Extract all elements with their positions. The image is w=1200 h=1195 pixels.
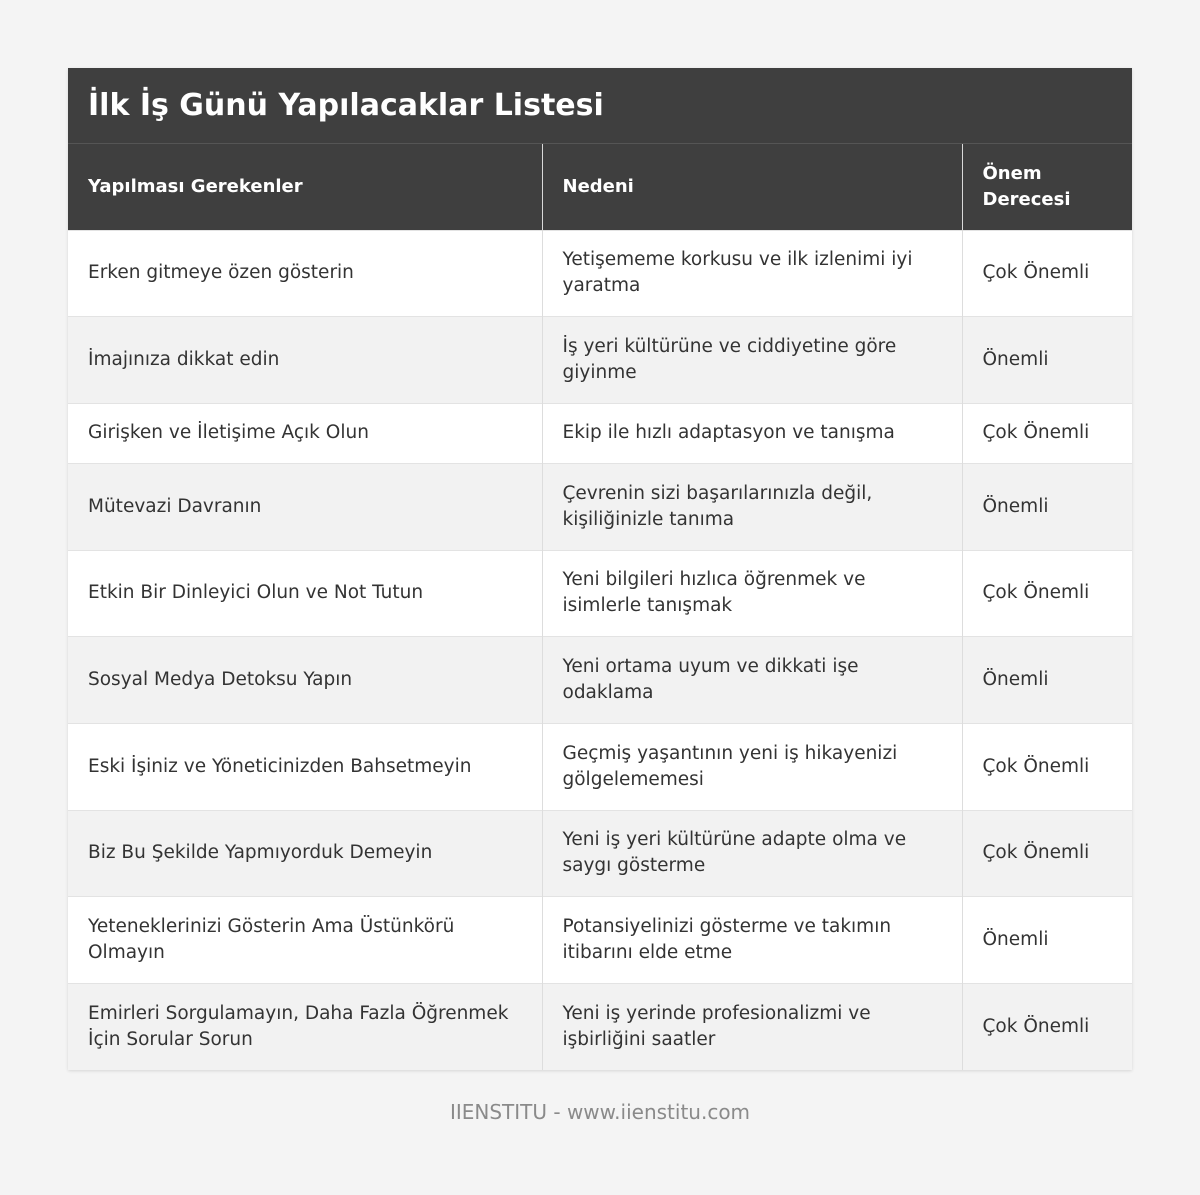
importance-cell: Önemli xyxy=(962,463,1132,550)
table-row xyxy=(68,984,1132,1071)
reason-cell: Yeni bilgileri hızlıca öğrenmek ve isimlerle tanışmak xyxy=(542,550,962,637)
reason-cell: Ekip ile hızlı adaptasyon ve tanışma xyxy=(542,403,962,463)
importance-cell: Çok Önemli xyxy=(962,810,1132,897)
importance-cell: Önemli xyxy=(962,637,1132,724)
footer-credit: IIENSTITU - www.iienstitu.com xyxy=(449,1100,751,1124)
importance-cell: Önemli xyxy=(962,317,1132,404)
task-cell: Mütevazi Davranın xyxy=(68,463,542,550)
checklist-card xyxy=(68,68,1132,1070)
importance-cell: Çok Önemli xyxy=(962,403,1132,463)
reason-cell: Yeni ortama uyum ve dikkati işe odaklama xyxy=(542,637,962,724)
task-cell: İmajınıza dikkat edin xyxy=(68,317,542,404)
column-header-task: Yapılması Gerekenler xyxy=(68,144,542,230)
table-title: İlk İş Günü Yapılacaklar Listesi xyxy=(68,68,1132,144)
table-row xyxy=(68,897,1132,984)
importance-cell: Önemli xyxy=(962,897,1132,984)
table-row xyxy=(68,230,1132,317)
reason-cell: Potansiyelinizi gösterme ve takımın itibarını elde etme xyxy=(542,897,962,984)
table-row xyxy=(68,723,1132,810)
importance-cell: Çok Önemli xyxy=(962,723,1132,810)
task-cell: Etkin Bir Dinleyici Olun ve Not Tutun xyxy=(68,550,542,637)
task-cell: Erken gitmeye özen gösterin xyxy=(68,230,542,317)
table-row xyxy=(68,550,1132,637)
table-row xyxy=(68,403,1132,463)
reason-cell: İş yeri kültürüne ve ciddiyetine göre giyinme xyxy=(542,317,962,404)
task-cell: Sosyal Medya Detoksu Yapın xyxy=(68,637,542,724)
task-cell: Girişken ve İletişime Açık Olun xyxy=(68,403,542,463)
importance-cell: Çok Önemli xyxy=(962,984,1132,1071)
table-row xyxy=(68,317,1132,404)
table-row xyxy=(68,463,1132,550)
reason-cell: Yetişememe korkusu ve ilk izlenimi iyi yaratma xyxy=(542,230,962,317)
reason-cell: Geçmiş yaşantının yeni iş hikayenizi gölgelememesi xyxy=(542,723,962,810)
importance-cell: Çok Önemli xyxy=(962,550,1132,637)
column-header-reason: Nedeni xyxy=(542,144,962,230)
reason-cell: Çevrenin sizi başarılarınızla değil, kişiliğinizle tanıma xyxy=(542,463,962,550)
reason-cell: Yeni iş yerinde profesionalizmi ve işbirliğini saatler xyxy=(542,984,962,1071)
task-cell: Emirleri Sorgulamayın, Daha Fazla Öğrenmek İçin Sorular Sorun xyxy=(68,984,542,1071)
importance-cell: Çok Önemli xyxy=(962,230,1132,317)
column-header-importance: Önem Derecesi xyxy=(962,144,1132,230)
task-cell: Biz Bu Şekilde Yapmıyorduk Demeyin xyxy=(68,810,542,897)
checklist-table xyxy=(68,144,1132,1070)
reason-cell: Yeni iş yeri kültürüne adapte olma ve saygı gösterme xyxy=(542,810,962,897)
table-header-row xyxy=(68,144,1132,230)
table-row xyxy=(68,810,1132,897)
task-cell: Yeteneklerinizi Gösterin Ama Üstünkörü Olmayın xyxy=(68,897,542,984)
task-cell: Eski İşiniz ve Yöneticinizden Bahsetmeyin xyxy=(68,723,542,810)
table-row xyxy=(68,637,1132,724)
